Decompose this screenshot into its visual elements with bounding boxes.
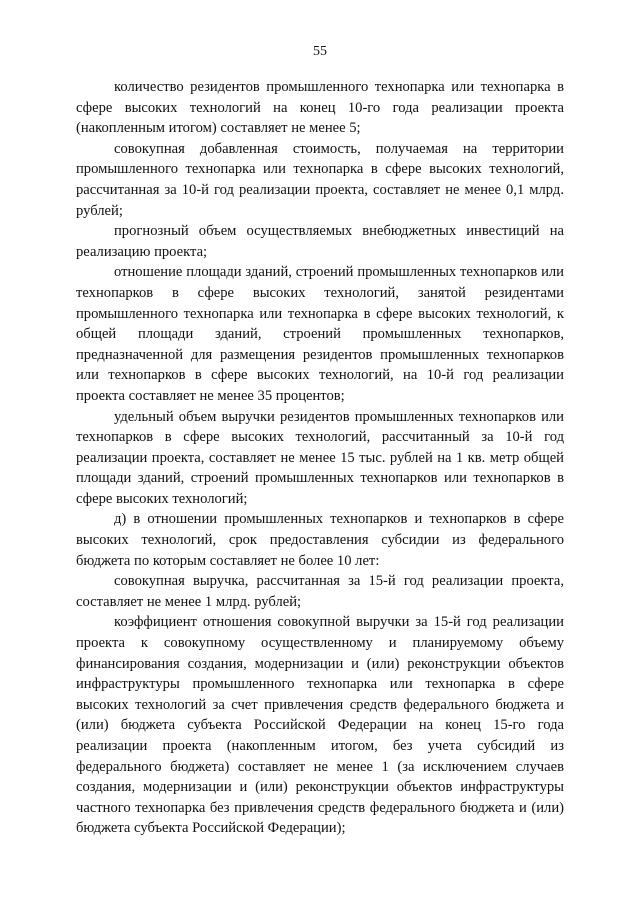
- paragraph-residents-count: количество резидентов промышленного технопарка или технопарка в сфере высоких технологий на конец 10-го года реализации проекта (накопленным итогом) составляет не менее 5;: [76, 79, 564, 137]
- paragraph-revenue-per-area: удельный объем выручки резидентов промышленных технопарков или технопарков в сфере высоких технологий, рассчитанный за 10-й год реализации проекта, составляет не менее 15 тыс. рублей на 1 кв. метр общей площади зданий, строений промышленных технопарков или технопарков в сфере высоких технологий;: [76, 408, 564, 507]
- paragraph-total-revenue: совокупная выручка, рассчитанная за 15-й год реализации проекта, составляет не менее 1 млрд. рублей;: [76, 573, 564, 610]
- page-number: 55: [313, 44, 327, 59]
- paragraph-revenue-coefficient: коэффициент отношения совокупной выручки за 15-й год реализации проекта к совокупному осуществленному и планируемому объему финансирования создания, модернизации и (или) реконструкции объектов инфраструктуры промышленного технопарка или технопарка в сфере высоких технологий за счет привлечения средств федерального бюджета и (или) бюджета субъекта Российской Федерации на конец 15-го года реализации проекта (накопленным итогом, без учета субсидий из федерального бюджета) составляет не менее 1 (за исключением случаев создания, модернизации и (или) реконструкции объектов инфраструктуры частного технопарка без привлечения средств федерального бюджета и (или) бюджета субъекта Российской Федерации);: [76, 614, 564, 837]
- paragraph-added-value: совокупная добавленная стоимость, получаемая на территории промышленного технопарка или технопарка в сфере высоких технологий, рассчитанная за 10-й год реализации проекта, составляет не менее 0,1 млрд. рублей;: [76, 140, 564, 219]
- paragraph-occupied-area-ratio: отношение площади зданий, строений промышленных технопарков или технопарков в сфере высоких технологий, занятой резидентами промышленного технопарка или технопарка в сфере высоких технологий, к общей площади зданий, строений промышленных технопарков, предназначенной для размещения резидентов промышленных технопарков или технопарков в сфере высоких технологий, на 10-й год реализации проекта составляет не менее 35 процентов;: [76, 264, 564, 404]
- document-body: [76, 77, 564, 839]
- paragraph-subsidy-term: д) в отношении промышленных технопарков и технопарков в сфере высоких технологий, срок предоставления субсидии из федерального бюджета по которым составляет не более 10 лет:: [76, 511, 564, 569]
- paragraph-investment-forecast: прогнозный объем осуществляемых внебюджетных инвестиций на реализацию проекта;: [76, 223, 564, 260]
